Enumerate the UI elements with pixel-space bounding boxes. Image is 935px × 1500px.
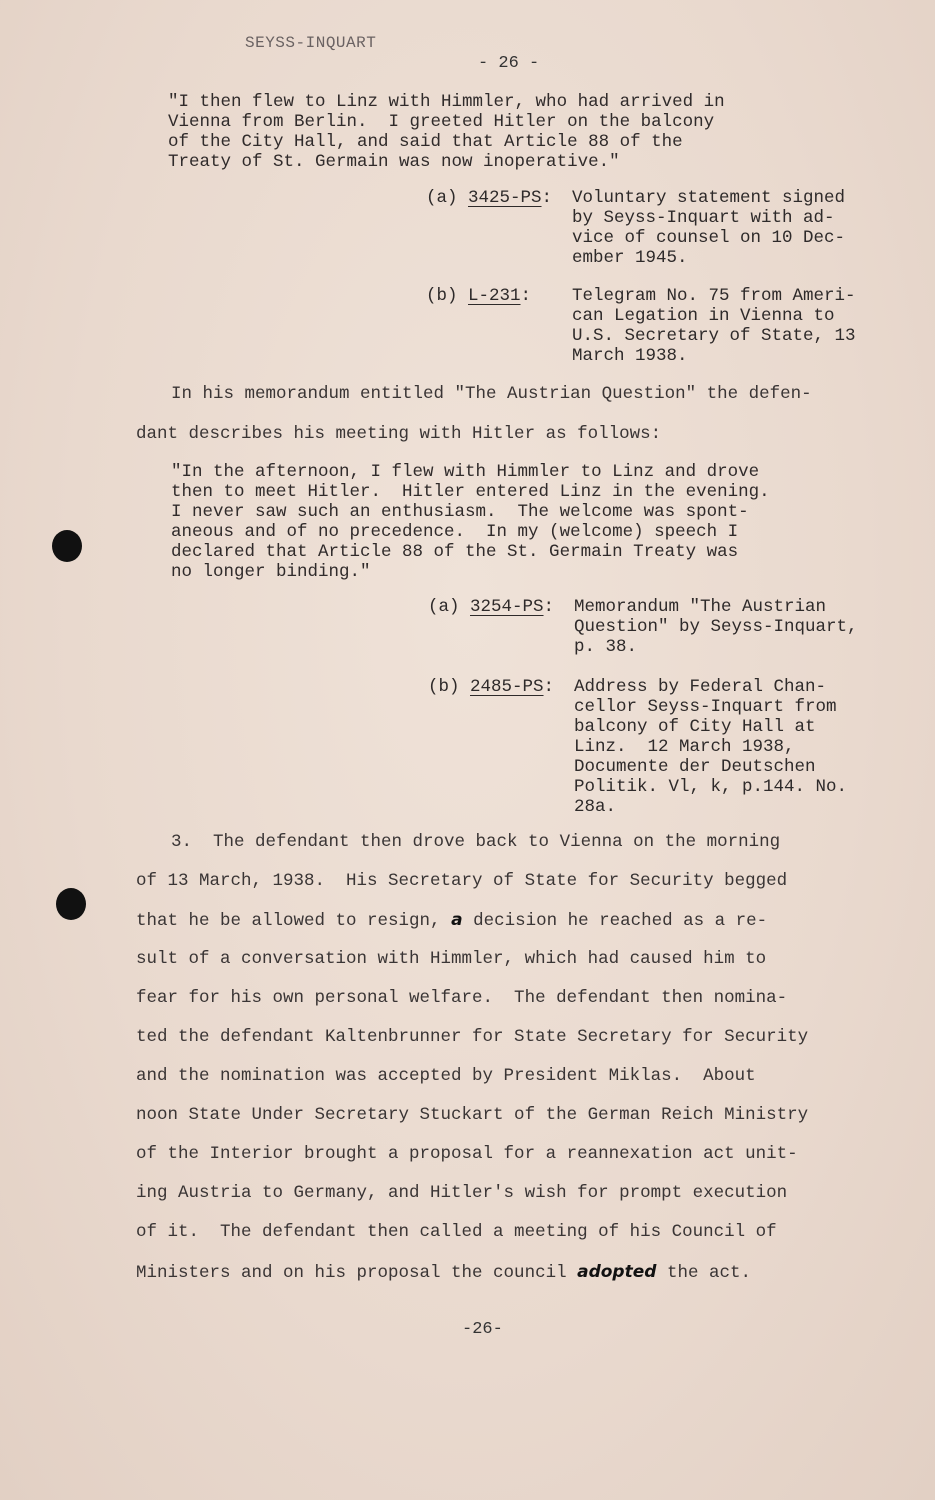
reference-document-id: 3254-PS: (470, 597, 555, 617)
page-number-bottom: -26- (462, 1320, 503, 1339)
reference-description-line: can Legation in Vienna to (572, 306, 835, 326)
reference-letter: (a) (426, 188, 458, 208)
intro-line-1: In his memorandum entitled "The Austrian Question" the defen- (171, 384, 812, 404)
reference-description-line: cellor Seyss-Inquart from (574, 697, 837, 717)
reference-description-line: Telegram No. 75 from Ameri- (572, 286, 856, 306)
reference-description-line: Memorandum "The Austrian (574, 597, 827, 617)
reference-letter: (a) (428, 597, 460, 617)
reference-description-line: March 1938. (572, 346, 688, 366)
header-defendant-name: SEYSS-INQUART (245, 34, 377, 52)
quote-line: Vienna from Berlin. I greeted Hitler on the balcony (168, 112, 715, 132)
reference-description-line: by Seyss-Inquart with ad- (572, 208, 835, 228)
quote-line: "I then flew to Linz with Himmler, who had arrived in (168, 92, 725, 112)
body-line: of 13 March, 1938. His Secretary of State for Security begged (136, 871, 788, 891)
quote-line: "In the afternoon, I flew with Himmler to Linz and drove (171, 462, 760, 482)
reference-document-id: L-231: (468, 286, 532, 306)
reference-description-line: U.S. Secretary of State, 13 (572, 326, 856, 346)
reference-document-id: 2485-PS: (470, 677, 555, 697)
body-line: that he be allowed to resign, a decision he reached as a re- (136, 910, 768, 931)
punch-hole-lower (56, 888, 86, 920)
quote-line: no longer binding." (171, 562, 371, 582)
body-line: ted the defendant Kaltenbrunner for State Secretary for Security (136, 1027, 809, 1047)
reference-description-line: Linz. 12 March 1938, (574, 737, 795, 757)
body-line: sult of a conversation with Himmler, which had caused him to (136, 949, 767, 969)
quote-line: aneous and of no precedence. In my (welcome) speech I (171, 522, 739, 542)
reference-description-line: 28a. (574, 797, 617, 817)
body-line: 3. The defendant then drove back to Vienna on the morning (171, 832, 781, 852)
body-line: and the nomination was accepted by President Miklas. About (136, 1066, 756, 1086)
reference-description-line: Question" by Seyss-Inquart, (574, 617, 858, 637)
quote-line: I never saw such an enthusiasm. The welcome was spont- (171, 502, 749, 522)
punch-hole-upper (52, 530, 82, 562)
quote-line: of the City Hall, and said that Article 88 of the (168, 132, 683, 152)
body-line: of the Interior brought a proposal for a reannexation act unit- (136, 1144, 798, 1164)
reference-description-line: Voluntary statement signed (572, 188, 846, 208)
intro-line-2: dant describes his meeting with Hitler as follows: (136, 424, 662, 444)
quote-line: then to meet Hitler. Hitler entered Linz in the evening. (171, 482, 770, 502)
reference-letter: (b) (428, 677, 460, 697)
body-line: ing Austria to Germany, and Hitler's wish for prompt execution (136, 1183, 788, 1203)
reference-description-line: p. 38. (574, 637, 638, 657)
reference-description-line: ember 1945. (572, 248, 688, 268)
reference-description-line: balcony of City Hall at (574, 717, 816, 737)
reference-letter: (b) (426, 286, 458, 306)
body-line: noon State Under Secretary Stuckart of the German Reich Ministry (136, 1105, 809, 1125)
reference-description-line: Politik. Vl, k, p.144. No. (574, 777, 848, 797)
reference-description-line: Documente der Deutschen (574, 757, 816, 777)
body-line: Ministers and on his proposal the council adopted the act. (136, 1262, 751, 1283)
quote-line: declared that Article 88 of the St. Germain Treaty was (171, 542, 739, 562)
quote-line: Treaty of St. Germain was now inoperative." (168, 152, 620, 172)
handwritten-insertion: a (451, 910, 463, 930)
body-line: fear for his own personal welfare. The defendant then nomina- (136, 988, 788, 1008)
body-line: of it. The defendant then called a meeting of his Council of (136, 1222, 777, 1242)
reference-description-line: Address by Federal Chan- (574, 677, 827, 697)
reference-document-id: 3425-PS: (468, 188, 553, 208)
page-number-top: - 26 - (478, 54, 540, 73)
handwritten-insertion: adopted (577, 1262, 657, 1282)
reference-description-line: vice of counsel on 10 Dec- (572, 228, 846, 248)
